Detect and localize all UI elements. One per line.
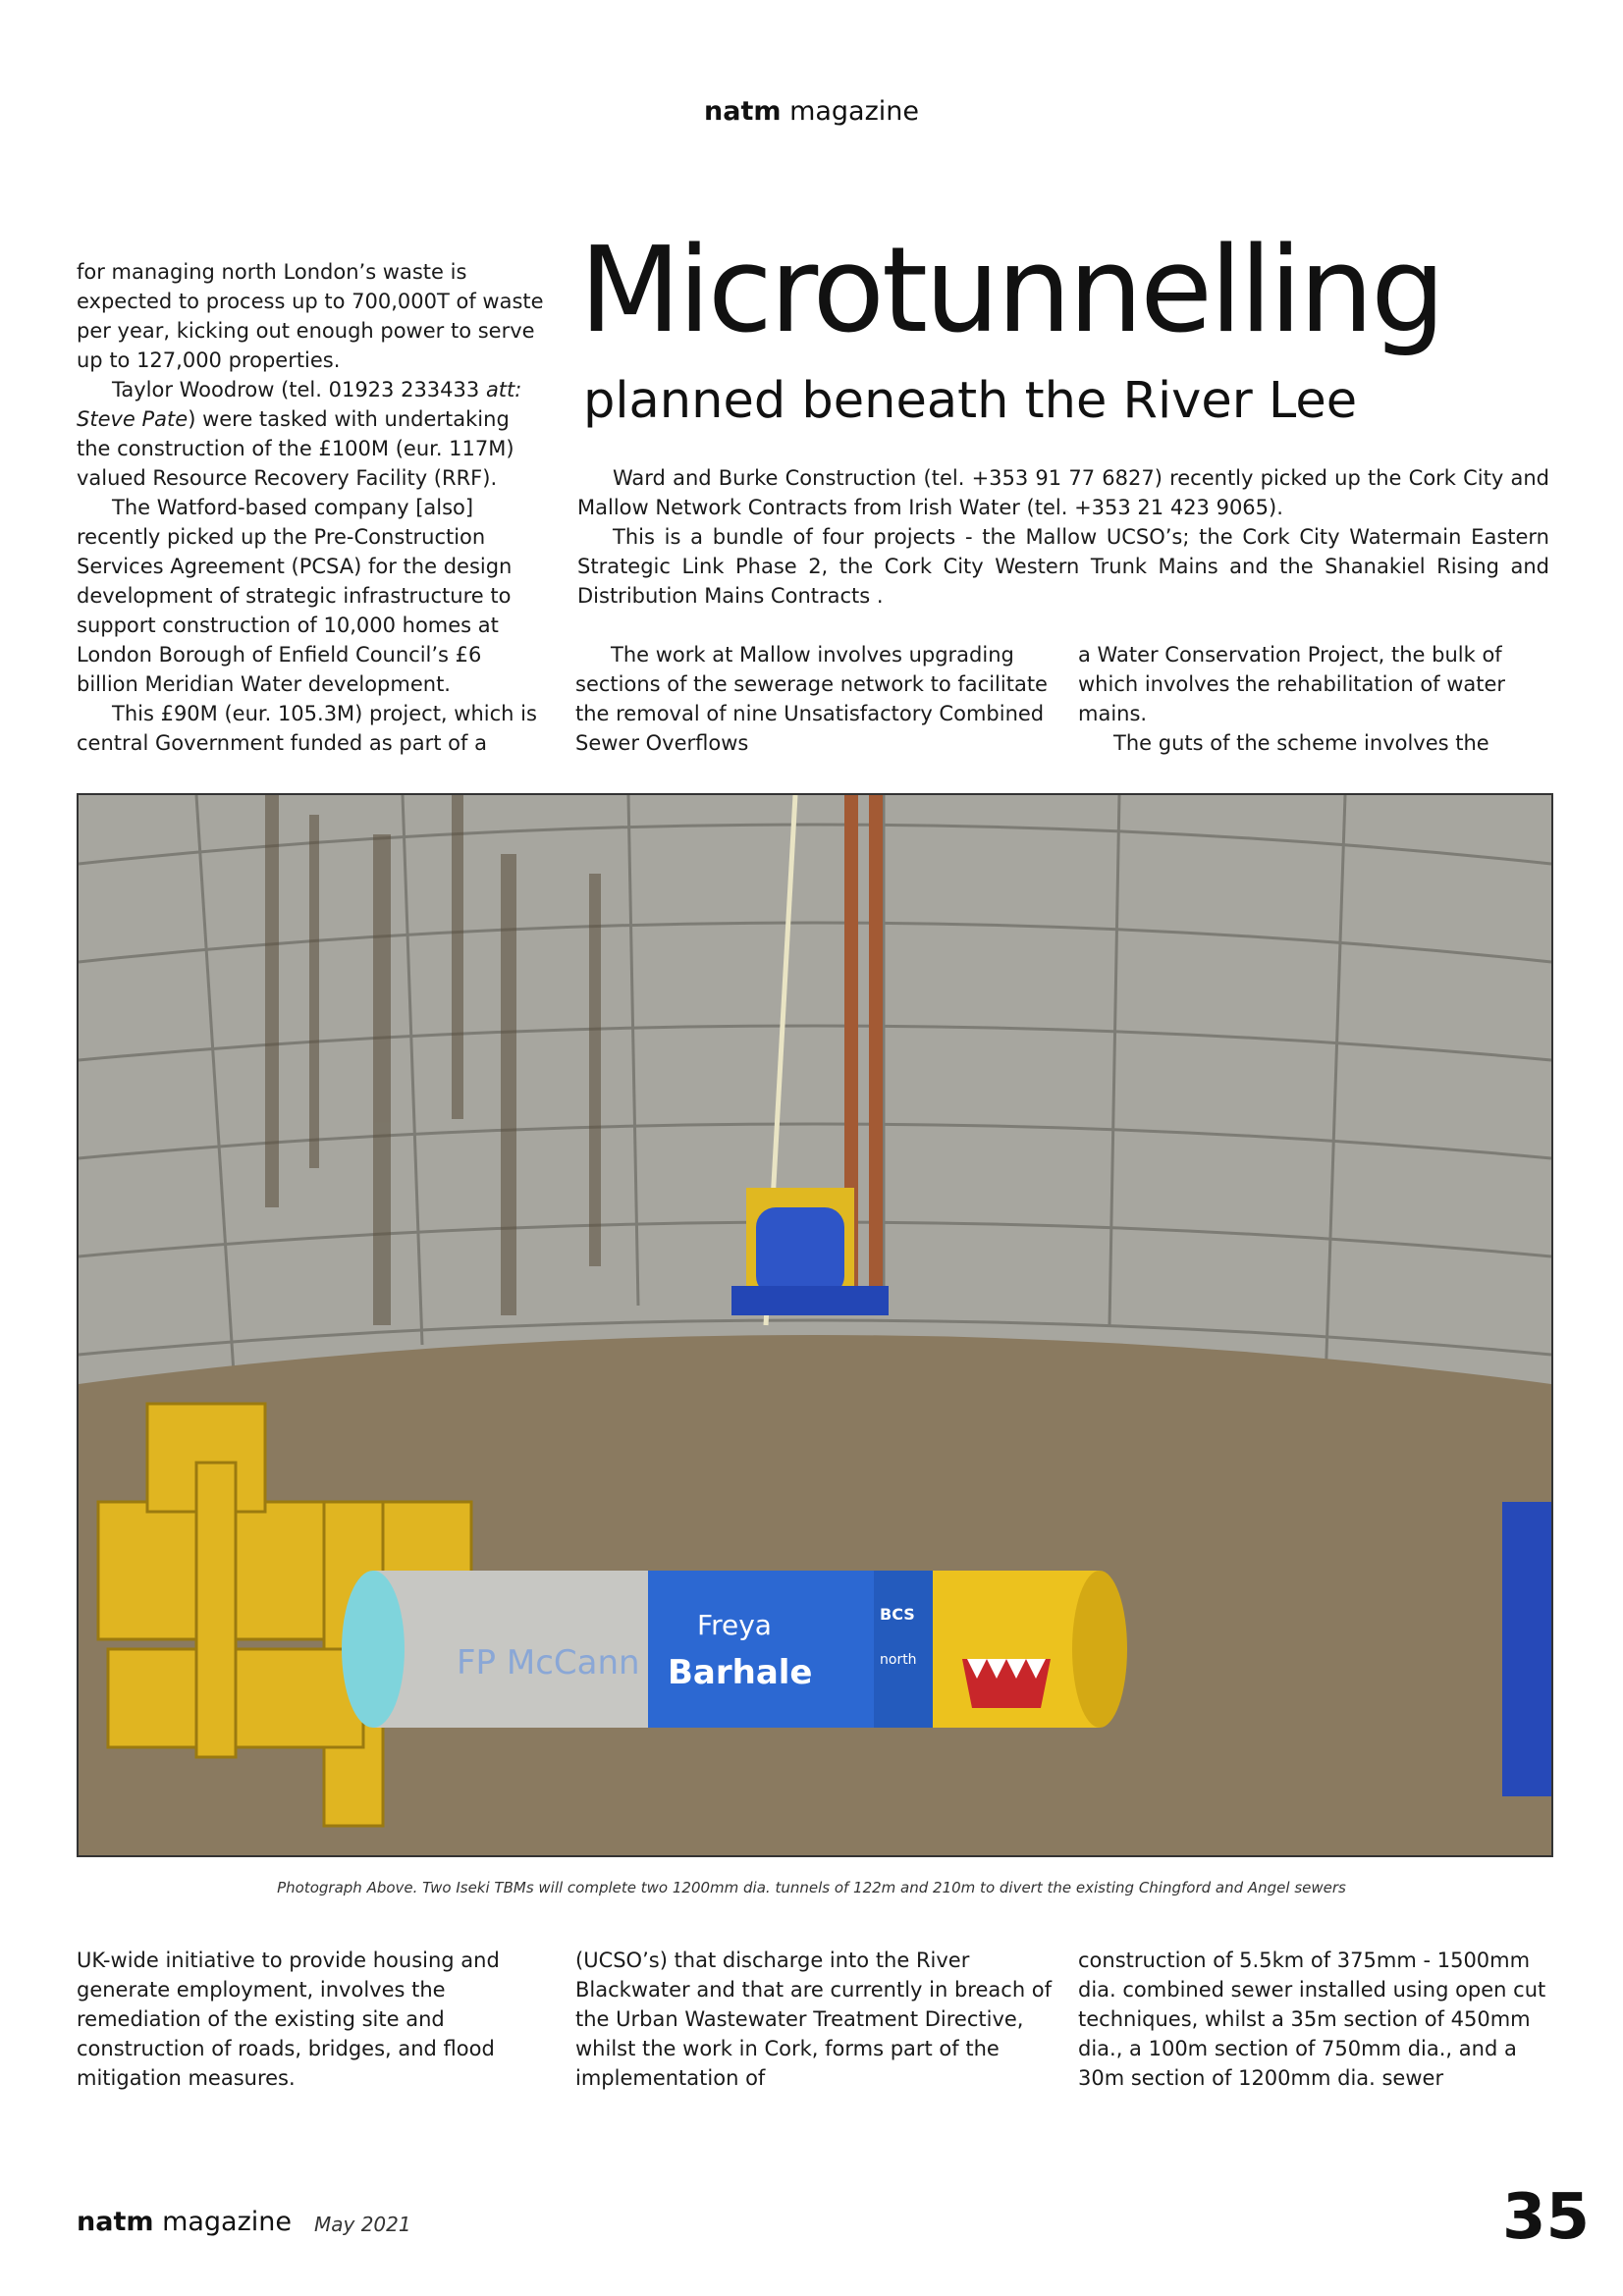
left-column-p1: for managing north London’s waste is expected to process up to 700,000T of waste per year, kicking out enough power to serve up to 127,000 properties.: [77, 260, 544, 372]
col3-top-p2: The guts of the scheme involves the: [1113, 731, 1489, 755]
masthead: [0, 96, 1623, 127]
footer-date: May 2021: [314, 2213, 411, 2236]
article-col2-top: [575, 640, 1056, 758]
intro-p1: Ward and Burke Construction (tel. +353 91 77 6827) recently picked up the Cork City and Mallow Network Contracts from Irish Water (tel. +353 21 423 9065).: [577, 466, 1549, 519]
footer-brand: [77, 2207, 292, 2237]
intro-p2: This is a bundle of four projects - the Mallow UCSO’s; the Cork City Watermain Eastern Strategic Link Phase 2, the Cork City Western Trunk Mains and the Shanakiel Rising and Distribution Mains Contracts .: [577, 525, 1549, 608]
article-subheadline: planned beneath the River Lee: [583, 372, 1358, 430]
col2-top-text: The work at Mallow involves upgrading sections of the sewerage network to facilitate the removal of nine Unsatisfactory Combined Sewer Overflows: [575, 643, 1048, 755]
left-column-p2: [77, 375, 548, 493]
p2-italic: att: Steve Pate: [77, 378, 522, 431]
page-number: 35: [1501, 2181, 1590, 2254]
left-column-bottom: [77, 1946, 548, 2093]
masthead-brand-bold: natm: [704, 96, 782, 127]
article-col3-top: [1078, 640, 1559, 758]
left-column-p3: The Watford-based company [also] recently picked up the Pre-Construction Services Agreement (PCSA) for the design development of strategic infrastructure to support construction of 10,000 homes at London Borough of Enfield Council’s £6 billion Meridian Water development.: [77, 496, 513, 696]
col3-bottom-text: construction of 5.5km of 375mm - 1500mm dia. combined sewer installed using open cut techniques, whilst a 35m section of 450mm dia., a 100m section of 750mm dia., and a 30m section of 1200mm dia. sewer: [1078, 1949, 1546, 2090]
article-headline: Microtunnelling: [579, 223, 1443, 359]
footer-brand-bold: natm: [77, 2207, 154, 2237]
article-col3-bottom: [1078, 1946, 1559, 2093]
tbm-name-label: Freya: [697, 1609, 772, 1641]
photo-illustration: [79, 795, 1551, 1855]
pipe-label: FP McCann: [457, 1643, 640, 1682]
bcs-badge: BCS: [880, 1605, 915, 1624]
left-bottom-text: UK-wide initiative to provide housing and generate employment, involves the remediation of the existing site and construction of roads, bridges, and flood mitigation measures.: [77, 1949, 500, 2090]
col2-bottom-text: (UCSO’s) that discharge into the River Blackwater and that are currently in breach of the Urban Wastewater Treatment Directive, whilst the work in Cork, forms part of the implementation of: [575, 1949, 1053, 2090]
left-column: [77, 257, 548, 758]
col3-top-p1: a Water Conservation Project, the bulk of which involves the rehabilitation of water mains.: [1078, 643, 1506, 725]
article-col2-bottom: [575, 1946, 1056, 2093]
article-intro: [577, 463, 1549, 611]
p2-post: ) were tasked with undertaking the construction of the £100M (eur. 117M) valued Resource Recovery Facility (RRF).: [77, 407, 514, 490]
photo-caption: Photograph Above. Two Iseki TBMs will complete two 1200mm dia. tunnels of 122m and 210m to divert the existing Chingford and Angel sewers: [277, 1879, 1346, 1896]
masthead-brand-rest: magazine: [781, 96, 919, 127]
tbm-shaft-photo: [77, 793, 1553, 1857]
p2-pre: Taylor Woodrow (tel. 01923 233433: [112, 378, 486, 401]
left-column-p4: This £90M (eur. 105.3M) project, which is central Government funded as part of a: [77, 702, 537, 755]
footer-brand-rest: magazine: [153, 2207, 292, 2237]
north-badge: north: [880, 1652, 917, 1668]
barhale-label: Barhale: [668, 1653, 813, 1692]
